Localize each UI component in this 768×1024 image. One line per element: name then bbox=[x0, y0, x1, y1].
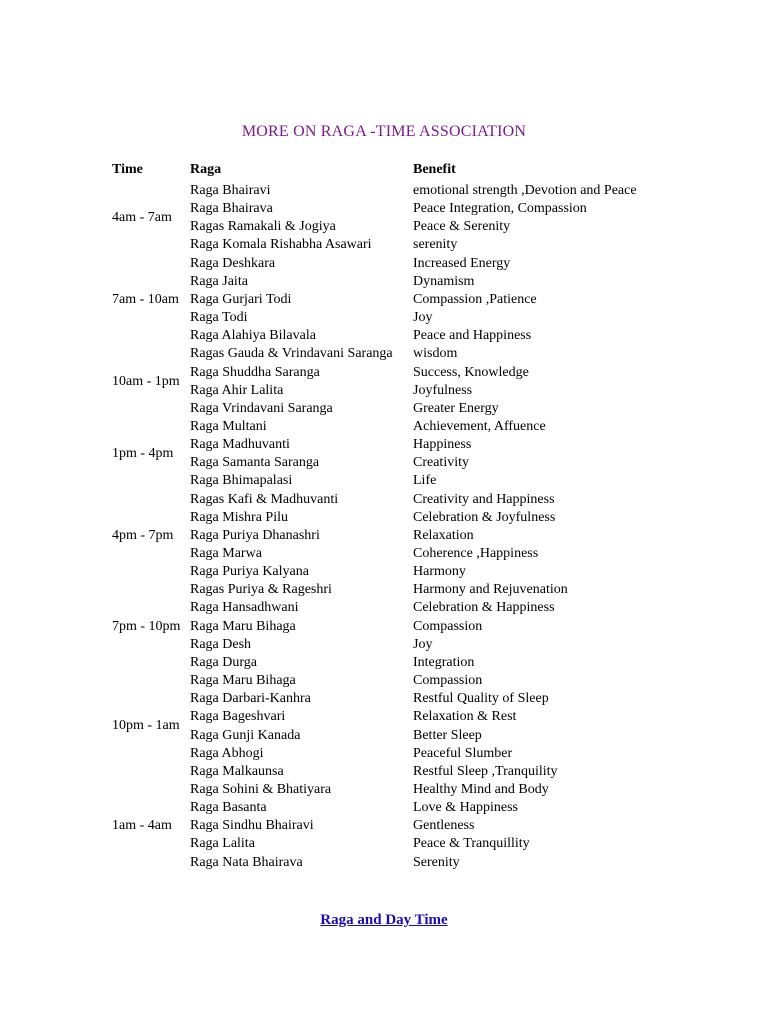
benefit-cell: Healthy Mind and Body bbox=[413, 781, 549, 797]
benefit-cell: Joyfulness bbox=[413, 382, 473, 398]
benefit-cell: Increased Energy bbox=[413, 255, 511, 271]
raga-cell: Raga Madhuvanti bbox=[190, 437, 290, 453]
benefit-cell: Harmony and Rejuvenation bbox=[413, 582, 568, 598]
raga-cell: Raga Samanta Saranga bbox=[190, 455, 320, 471]
raga-cell: Raga Abhogi bbox=[190, 745, 264, 761]
raga-cell: Raga Deshkara bbox=[190, 255, 276, 271]
raga-cell: Raga Lalita bbox=[190, 836, 255, 852]
raga-cell: Raga Alahiya Bilavala bbox=[190, 328, 316, 344]
raga-cell: Raga Malkaunsa bbox=[190, 763, 284, 779]
page-title: MORE ON RAGA -TIME ASSOCIATION bbox=[241, 123, 527, 140]
time-slot-cell: 4pm - 7pm bbox=[112, 527, 174, 543]
benefit-cell: Peace & Serenity bbox=[413, 219, 511, 235]
benefit-cell: Harmony bbox=[413, 564, 466, 580]
benefit-cell: Peaceful Slumber bbox=[413, 745, 513, 761]
benefit-cell: Relaxation bbox=[413, 527, 474, 543]
benefit-cell: wisdom bbox=[413, 346, 458, 362]
raga-cell: Raga Bhairava bbox=[190, 201, 273, 217]
time-slot-cell: 1pm - 4pm bbox=[112, 446, 174, 462]
raga-cell: Ragas Ramakali & Jogiya bbox=[190, 219, 336, 235]
benefit-cell: Serenity bbox=[413, 854, 460, 870]
raga-cell: Raga Bageshvari bbox=[190, 709, 286, 725]
raga-cell: Raga Durga bbox=[190, 654, 257, 670]
benefit-cell: Gentleness bbox=[413, 818, 475, 834]
raga-cell: Raga Gunji Kanada bbox=[190, 727, 301, 743]
benefit-cell: Compassion bbox=[413, 618, 483, 634]
raga-cell: Raga Multani bbox=[190, 418, 267, 434]
benefit-cell: Life bbox=[413, 473, 437, 489]
raga-cell: Raga Shuddha Saranga bbox=[190, 364, 320, 380]
benefit-cell: Relaxation & Rest bbox=[413, 709, 517, 725]
raga-cell: Raga Vrindavani Saranga bbox=[190, 400, 333, 416]
raga-cell: Raga Maru Bihaga bbox=[190, 618, 296, 634]
raga-cell: Raga Sohini & Bhatiyara bbox=[190, 781, 332, 797]
benefit-cell: Peace & Tranquillity bbox=[413, 836, 530, 852]
benefit-cell: Dynamism bbox=[413, 273, 475, 289]
benefit-cell: Celebration & Happiness bbox=[413, 600, 555, 616]
raga-cell: Raga Hansadhwani bbox=[190, 600, 299, 616]
raga-cell: Raga Maru Bihaga bbox=[190, 673, 296, 689]
raga-cell: Raga Gurjari Todi bbox=[190, 291, 292, 307]
header-benefit: Benefit bbox=[413, 162, 456, 177]
time-slot-cell: 10am - 1pm bbox=[112, 373, 180, 389]
time-slot-cell: 7pm - 10pm bbox=[112, 618, 181, 634]
raga-cell: Raga Darbari-Kanhra bbox=[190, 691, 311, 707]
raga-cell: Raga Mishra Pilu bbox=[190, 509, 288, 525]
raga-cell: Ragas Gauda & Vrindavani Saranga bbox=[190, 346, 393, 362]
time-slot-cell: 4am - 7am bbox=[112, 210, 172, 226]
benefit-cell: Compassion ,Patience bbox=[413, 291, 537, 307]
raga-cell: Raga Jaita bbox=[190, 273, 248, 289]
raga-cell: Raga Puriya Dhanashri bbox=[190, 527, 320, 543]
raga-cell: Raga Todi bbox=[190, 310, 248, 326]
header-time: Time bbox=[112, 162, 143, 177]
raga-cell: Raga Sindhu Bhairavi bbox=[190, 818, 314, 834]
time-slot-cell: 1am - 4am bbox=[112, 818, 172, 834]
benefit-cell: Greater Energy bbox=[413, 400, 499, 416]
benefit-cell: serenity bbox=[413, 237, 458, 253]
raga-cell: Raga Bhairavi bbox=[190, 183, 271, 198]
raga-cell: Raga Desh bbox=[190, 636, 252, 652]
benefit-cell: Love & Happiness bbox=[413, 800, 518, 816]
header-raga: Raga bbox=[190, 162, 222, 177]
benefit-cell: Restful Quality of Sleep bbox=[413, 691, 549, 707]
raga-cell: Ragas Puriya & Rageshri bbox=[190, 582, 332, 598]
benefit-cell: Integration bbox=[413, 654, 475, 670]
benefit-cell: Compassion bbox=[413, 673, 483, 689]
raga-cell: Raga Puriya Kalyana bbox=[190, 564, 309, 580]
raga-cell: Raga Ahir Lalita bbox=[190, 382, 284, 398]
benefit-cell: Creativity and Happiness bbox=[413, 491, 555, 507]
benefit-cell: Joy bbox=[413, 636, 433, 652]
benefit-cell: Celebration & Joyfulness bbox=[413, 509, 556, 525]
benefit-cell: Peace and Happiness bbox=[413, 328, 532, 344]
raga-cell: Raga Basanta bbox=[190, 800, 267, 816]
benefit-cell: emotional strength ,Devotion and Peace bbox=[413, 183, 637, 198]
raga-cell: Raga Nata Bhairava bbox=[190, 854, 303, 870]
benefit-cell: Restful Sleep ,Tranquility bbox=[413, 763, 558, 779]
benefit-cell: Achievement, Affuence bbox=[413, 418, 546, 434]
raga-cell: Ragas Kafi & Madhuvanti bbox=[190, 491, 339, 507]
benefit-cell: Creativity bbox=[413, 455, 469, 471]
benefit-cell: Better Sleep bbox=[413, 727, 482, 743]
raga-cell: Raga Komala Rishabha Asawari bbox=[190, 237, 372, 253]
time-slot-cell: 10pm - 1am bbox=[112, 718, 180, 734]
benefit-cell: Coherence ,Happiness bbox=[413, 546, 539, 561]
benefit-cell: Peace Integration, Compassion bbox=[413, 201, 587, 217]
raga-and-day-time-link[interactable]: Raga and Day Time bbox=[320, 912, 448, 928]
benefit-cell: Success, Knowledge bbox=[413, 364, 529, 380]
time-slot-cell: 7am - 10am bbox=[112, 291, 179, 307]
benefit-cell: Happiness bbox=[413, 437, 472, 453]
raga-cell: Raga Marwa bbox=[190, 546, 262, 561]
benefit-cell: Joy bbox=[413, 310, 433, 326]
raga-cell: Raga Bhimapalasi bbox=[190, 473, 293, 489]
